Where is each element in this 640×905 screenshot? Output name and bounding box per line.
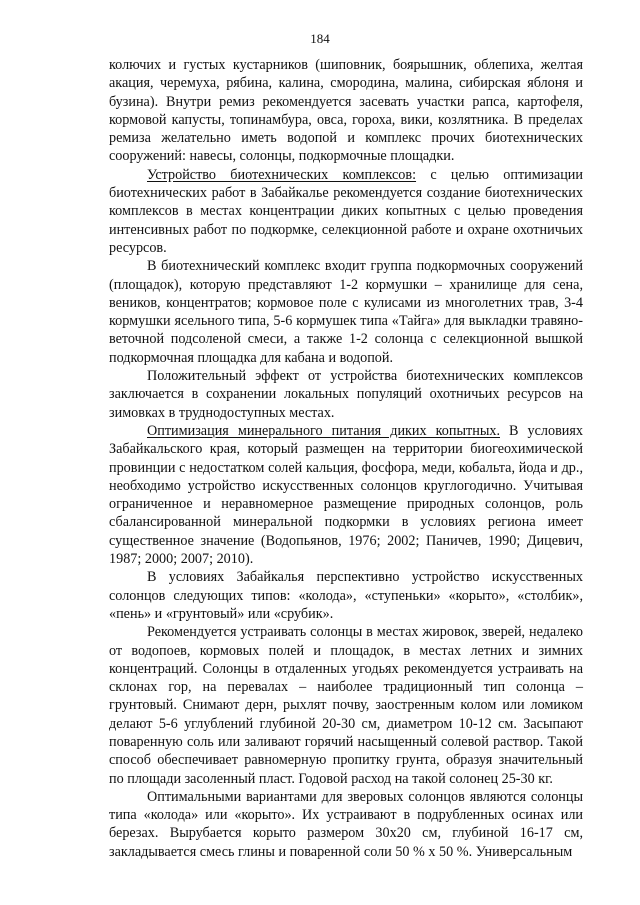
paragraph-salt-lick-types xyxy=(109,568,583,623)
paragraph-text: В условиях Забайкалья перспективно устройство искусственных солонцов следующих типов: «колода», «ступеньки» «корыто», «столбик», «пень» и «грунтовый» или «срубик». xyxy=(109,569,583,622)
page-body xyxy=(109,56,583,861)
paragraph-positive-effect xyxy=(109,367,583,422)
paragraph-text: В биотехнический комплекс входит группа подкормочных сооружений (площадок), которую представляют 1-2 кормушки – хранилище для сена, веников, концентратов; кормовое поле с кулисами из многолетних трав, 3-4 кормушки ясельного типа, 5-6 кормушек типа «Тайга» для выкладки травяно-веточной подсоленой смеси, а также 1-2 солонца с селекционной вышкой подкормочная площадка для кабана и водопой. xyxy=(109,258,583,366)
paragraph-text: Оптимальными вариантами для зверовых солонцов являются солонцы типа «колода» или «корыто». Их устраивают в подрубленных осинах или березах. Вырубается корыто размером 30х20 см, глубиной 16-17 см, закладывается смесь глины и поваренной соли 50 % х 50 %. Универсальным xyxy=(109,788,583,860)
paragraph-text: В условиях Забайкальского края, который размещен на территории биогеохимической провинции с недостатком солей кальция, фосфора, меди, кобальта, йода и др., необходимо устройство искусственных солонцов круглогодично. Учитывая ограниченное и неравномерное размещение природных солонцов, роль сбалансированной минеральной подкормки в условиях региона имеет существенное значение (Водопьянов, 1976; 2002; Паничев, 1990; Дицевич, 1987; 2000; 2007; 2010). xyxy=(109,422,583,568)
paragraph-salt-lick-placement xyxy=(109,623,583,788)
paragraph-text: колючих и густых кустарников (шиповник, боярышник, облепиха, желтая акация, черемуха, рябина, калина, смородина, малина, сибирская яблоня и бузина). Внутри ремиз рекомендуется засевать участки рапса, картофеля, кормовой капусты, топинамбура, овса, гороха, вики, козлятника. В пределах ремиза желательно иметь водопой и комплекс прочих биотехнических сооружений: навесы, солонцы, подкормочные площадки. xyxy=(109,57,583,165)
paragraph-mineral-nutrition xyxy=(109,422,583,568)
paragraph-text: с целью оптимизации биотехнических работ в Забайкалье рекомендуется создание биотехнических комплексов в местах концентрации диких копытных с целью проведения интенсивных работ по подкормке, селекционной работе и охране охотничьих ресурсов. xyxy=(109,166,583,256)
paragraph-biotech-complexes xyxy=(109,166,583,257)
section-heading-biotech-complexes: Устройство биотехнических комплексов: xyxy=(147,166,417,183)
paragraph-optimal-variants xyxy=(109,788,583,861)
paragraph-text: Рекомендуется устраивать солонцы в местах жировок, зверей, недалеко от водопоев, кормовых полей и площадок, в местах летних и зимних концентраций. Солонцы в отдаленных угодьях рекомендуется устраивать на склонах гор, на перевалах – наиболее традиционный тип солонца – грунтовый. Снимают дерн, рыхлят почву, заостренным колом или ломиком делают 5-6 углублений глубиной 20-30 см, диаметром 10-12 см. Засыпают поваренную соль или заливают горячий насыщенный солевой раствор. Такой способ обеспечивает равномерную пропитку грунта, образуя значительный по площади засоленный пласт. Годовой расход на такой солонец 25-30 кг. xyxy=(109,624,583,787)
paragraph-text: Положительный эффект от устройства биотехнических комплексов заключается в сохранении локальных популяций охотничьих ресурсов на зимовках в труднодоступных местах. xyxy=(109,368,583,421)
section-heading-mineral-nutrition: Оптимизация минерального питания диких копытных. xyxy=(147,422,500,439)
page-number: 184 xyxy=(310,31,330,46)
paragraph-remiz-continuation xyxy=(109,56,583,166)
paragraph-complex-composition xyxy=(109,257,583,367)
